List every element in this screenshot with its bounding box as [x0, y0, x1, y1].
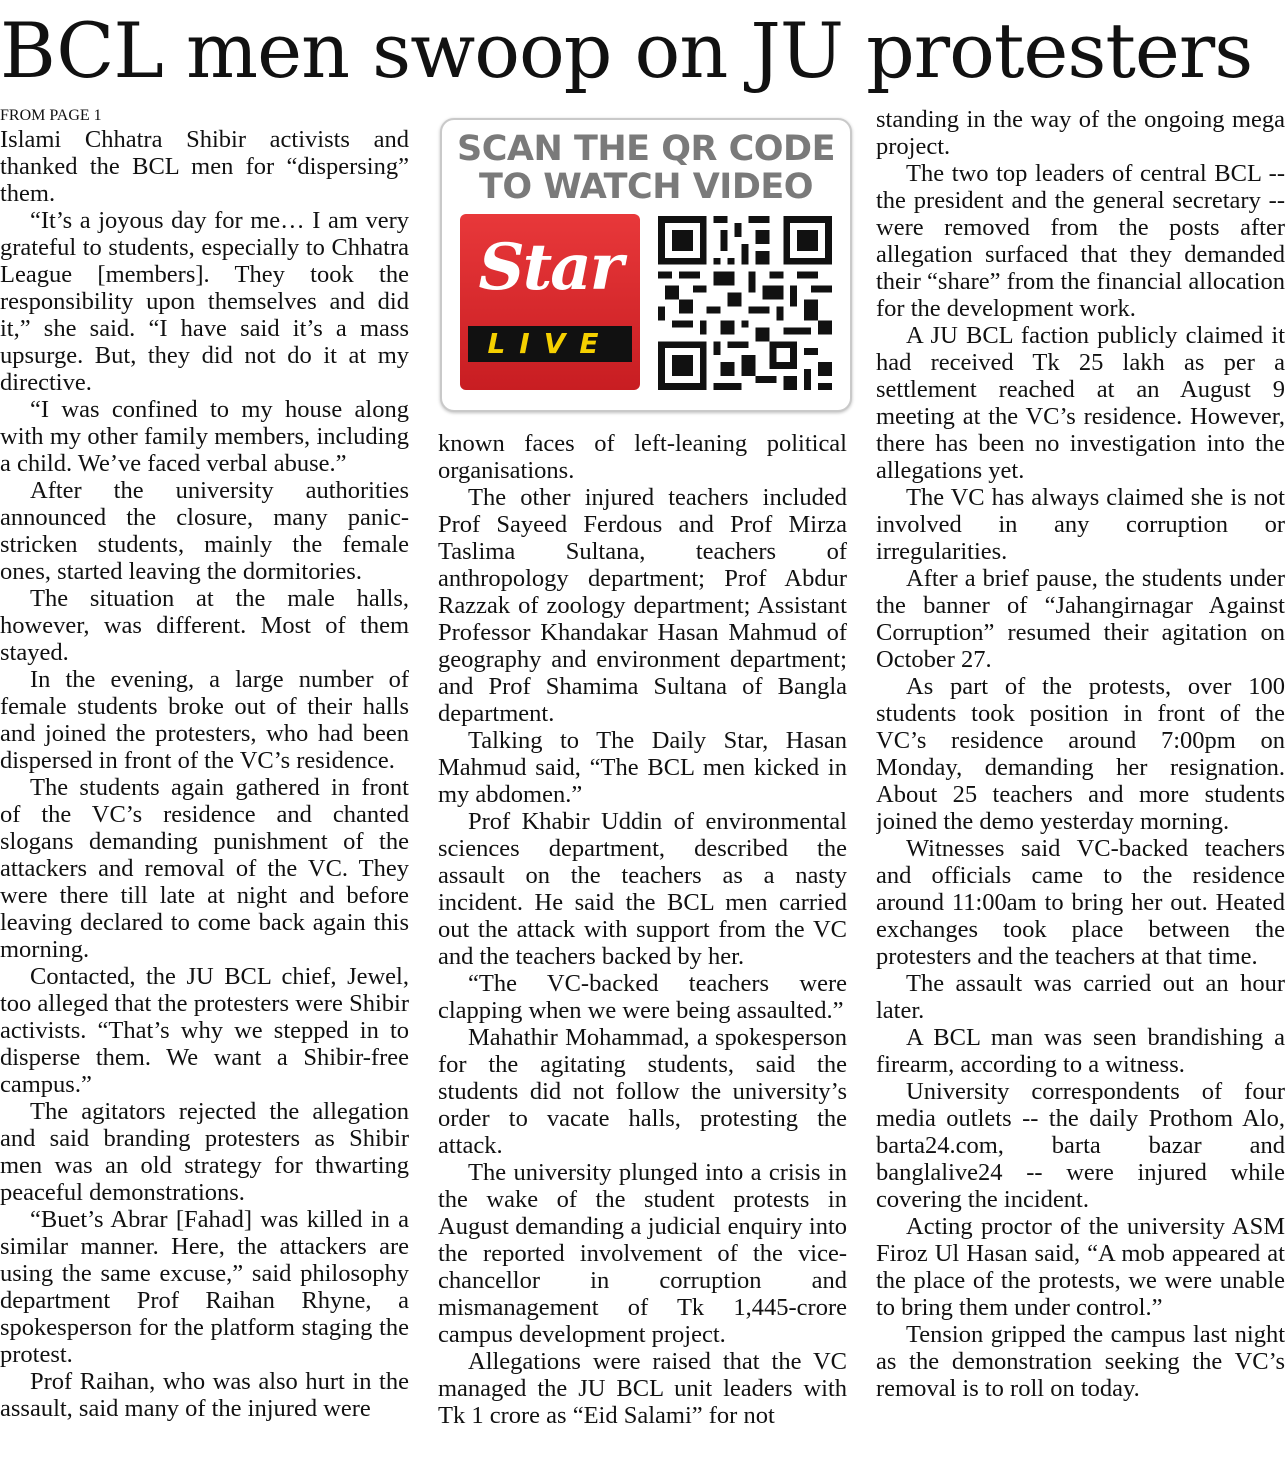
paragraph: The VC has always claimed she is not involved in any corruption or irregularities. [876, 484, 1285, 565]
paragraph: “Buet’s Abrar [Fahad] was killed in a similar manner. Here, the attackers are using the same excuse,” said philosophy department Prof Raihan Rhyne, a spokesperson for the platform staging the protest. [0, 1206, 409, 1368]
paragraph: A JU BCL faction publicly claimed it had received Tk 25 lakh as per a settlement reached at an August 9 meeting at the VC’s residence. However, there has been no investigation into the allegations yet. [876, 322, 1285, 484]
paragraph: In the evening, a large number of female students broke out of their halls and joined the protesters, who had been dispersed in front of the VC’s residence. [0, 666, 409, 774]
star-live-logo[interactable] [460, 214, 640, 390]
promo-title-line: TO WATCH VIDEO [478, 167, 814, 207]
logo-wordmark: Star [478, 230, 622, 305]
paragraph: standing in the way of the ongoing mega project. [876, 106, 1285, 160]
qr-code-icon[interactable] [658, 216, 832, 390]
paragraph: A BCL man was seen brandishing a firearm, according to a witness. [876, 1024, 1285, 1078]
paragraph: As part of the protests, over 100 students took position in front of the VC’s residence around 7:00pm on Monday, demanding her resignation. About 25 teachers and more students joined the demo yesterday morning. [876, 673, 1285, 835]
paragraph: The situation at the male halls, however, was different. Most of them stayed. [0, 585, 409, 666]
video-promo-box[interactable] [440, 118, 852, 412]
paragraph: Tension gripped the campus last night as the demonstration seeking the VC’s removal is to roll on today. [876, 1321, 1285, 1402]
headline: BCL men swoop on JU protesters [0, 6, 1253, 95]
paragraph: Mahathir Mohammad, a spokesperson for the agitating students, said the students did not follow the university’s order to vacate halls, protesting the attack. [438, 1024, 847, 1159]
paragraph: University correspondents of four media outlets -- the daily Prothom Alo, barta24.com, barta bazar and banglalive24 -- were injured while covering the incident. [876, 1078, 1285, 1213]
paragraph: After a brief pause, the students under the banner of “Jahangirnagar Against Corruption” resumed their agitation on October 27. [876, 565, 1285, 673]
paragraph: Witnesses said VC-backed teachers and officials came to the residence around 11:00am to bring her out. Heated exchanges took place between the protesters and the teachers at that time. [876, 835, 1285, 970]
article-column-2 [438, 430, 847, 1456]
paragraph: The two top leaders of central BCL -- the president and the general secretary -- were removed from the posts after allegation surfaced that they demanded their “share” from the financial allocation for the development work. [876, 160, 1285, 322]
article-column-3 [876, 106, 1285, 1456]
paragraph: After the university authorities announced the closure, many panic-stricken students, mainly the female ones, started leaving the dormitories. [0, 477, 409, 585]
promo-title-line: SCAN THE QR CODE [456, 129, 835, 169]
promo-title [442, 130, 850, 206]
paragraph: The agitators rejected the allegation and said branding protesters as Shibir men was an old strategy for thwarting peaceful demonstrations. [0, 1098, 409, 1206]
paragraph: Contacted, the JU BCL chief, Jewel, too alleged that the protesters were Shibir activists. “That’s why we stepped in to disperse them. We want a Shibir-free campus.” [0, 963, 409, 1098]
paragraph: The students again gathered in front of the VC’s residence and chanted slogans demanding punishment of the attackers and removal of the VC. They were there till late at night and before leaving declared to come back again this morning. [0, 774, 409, 963]
paragraph: “The VC-backed teachers were clapping when we were being assaulted.” [438, 970, 847, 1024]
paragraph: Acting proctor of the university ASM Firoz Ul Hasan said, “A mob appeared at the place of the protests, we were unable to bring them under control.” [876, 1213, 1285, 1321]
paragraph: Talking to The Daily Star, Hasan Mahmud said, “The BCL men kicked in my abdomen.” [438, 727, 847, 808]
paragraph: The other injured teachers included Prof Sayeed Ferdous and Prof Mirza Taslima Sultana, teachers of anthropology department; Prof Abdur Razzak of zoology department; Assistant Professor Khandakar Hasan Mahmud of geography and environment department; and Prof Shamima Sultana of Bangla department. [438, 484, 847, 727]
paragraph: Prof Khabir Uddin of environmental sciences department, described the assault on the teachers as a nasty incident. He said the BCL men carried out the attack with support from the VC and the teachers backed by her. [438, 808, 847, 970]
paragraph: The assault was carried out an hour later. [876, 970, 1285, 1024]
kicker: FROM PAGE 1 [0, 107, 102, 124]
paragraph: “It’s a joyous day for me… I am very grateful to students, especially to Chhatra League [members]. They took the responsibility upon themselves and did it,” she said. “I have said it’s a mass upsurge. But, they did not do it at my directive. [0, 207, 409, 396]
logo-live-label: LIVE [468, 326, 632, 362]
paragraph: Allegations were raised that the VC managed the JU BCL unit leaders with Tk 1 crore as “Eid Salami” for not [438, 1348, 847, 1429]
paragraph: known faces of left-leaning political organisations. [438, 430, 847, 484]
paragraph: Prof Raihan, who was also hurt in the assault, said many of the injured were [0, 1368, 409, 1422]
paragraph: The university plunged into a crisis in the wake of the student protests in August demanding a judicial enquiry into the reported involvement of the vice-chancellor in corruption and mismanagement of Tk 1,445-crore campus development project. [438, 1159, 847, 1348]
paragraph: Islami Chhatra Shibir activists and thanked the BCL men for “dispersing” them. [0, 126, 409, 207]
paragraph: “I was confined to my house along with my other family members, including a child. We’ve faced verbal abuse.” [0, 396, 409, 477]
article-column-1 [0, 106, 409, 1456]
